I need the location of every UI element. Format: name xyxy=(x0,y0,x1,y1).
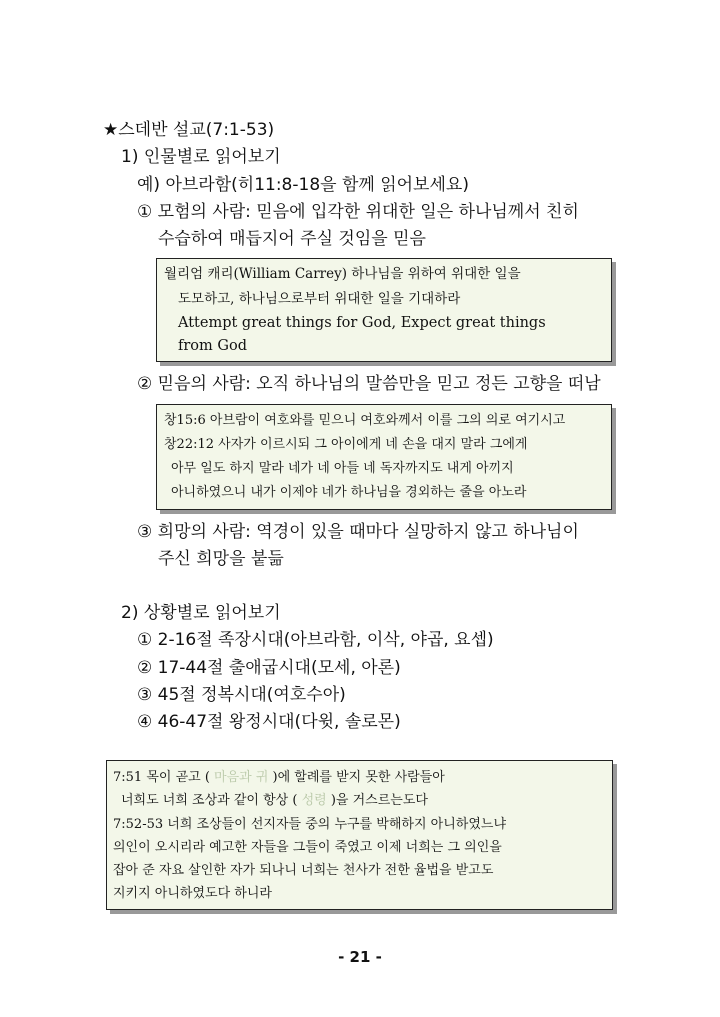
fill-blank-heart-ears: 마음과 귀 xyxy=(214,770,269,785)
box3-line1-end: )에 할례를 받지 못한 사람들아 xyxy=(268,770,445,785)
box2-line2: 창22:12 사자가 이르시되 그 아이에게 네 손을 대지 말라 그에게 xyxy=(164,437,528,452)
box3-line1 xyxy=(113,769,445,787)
box1-line3: Attempt great things for God, Expect great things xyxy=(178,315,546,331)
quote-box-carey xyxy=(156,258,612,362)
box3-line6: 지키지 아니하였도다 하니라 xyxy=(113,886,272,901)
section2-heading: 2) 상황별로 읽어보기 xyxy=(121,603,281,623)
box3-line4: 의인이 오시리라 예고한 자들을 그들이 죽였고 이제 너희는 그 의인을 xyxy=(113,840,502,855)
item1-line1: ① 모험의 사람: 믿음에 입각한 위대한 일은 하나님께서 친히 xyxy=(137,202,579,222)
box3-line2-start: 너희도 너희 조상과 같이 항상 ( xyxy=(121,793,302,808)
section2-item1: ① 2-16절 족장시대(아브라함, 이삭, 야곱, 요셉) xyxy=(137,630,494,650)
section2-item2: ② 17-44절 출애굽시대(모세, 아론) xyxy=(137,658,401,678)
page-title: ★스데반 설교(7:1-53) xyxy=(103,120,275,140)
box3-line3: 7:52-53 너희 조상들이 선지자들 중의 누구를 박해하지 아니하였느냐 xyxy=(113,817,507,832)
box3-line2 xyxy=(121,792,428,810)
box2-line3: 아무 일도 하지 말라 네가 네 아들 네 독자까지도 내게 아끼지 xyxy=(171,461,514,476)
box1-line2: 도모하고, 하나님으로부터 위대한 일을 기대하라 xyxy=(178,291,461,307)
section1-example: 예) 아브라함(히11:8-18을 함께 읽어보세요) xyxy=(137,175,469,195)
box2-line1: 창15:6 아브람이 여호와를 믿으니 여호와께서 이를 그의 의로 여기시고 xyxy=(164,413,566,428)
box3-line5: 잡아 준 자요 살인한 자가 되나니 너희는 천사가 전한 율법을 받고도 xyxy=(113,863,494,878)
box1-line1: 월리엄 캐리(William Carrey) 하나님을 위하여 위대한 일을 xyxy=(164,266,521,282)
section2-item3: ③ 45절 정복시대(여호수아) xyxy=(137,685,346,705)
section1-heading: 1) 인물별로 읽어보기 xyxy=(121,147,281,167)
fill-blank-holy-spirit: 성령 xyxy=(301,793,327,808)
section2-item4: ④ 46-47절 왕정시대(다윗, 솔로몬) xyxy=(137,712,401,732)
scripture-box-genesis xyxy=(156,404,612,510)
box1-line4: from God xyxy=(178,338,247,354)
item3-line1: ③ 희망의 사람: 역경이 있을 때마다 실망하지 않고 하나님이 xyxy=(137,522,579,542)
page-number: - 21 - xyxy=(338,948,382,966)
item2-line1: ② 믿음의 사람: 오직 하나님의 말씀만을 믿고 정든 고향을 떠남 xyxy=(137,374,601,394)
box2-line4: 아니하였으니 내가 이제야 네가 하나님을 경외하는 줄을 아노라 xyxy=(171,485,527,500)
box3-line2-end: )을 거스르는도다 xyxy=(326,793,428,808)
item1-line2: 수습하여 매듭지어 주실 것임을 믿음 xyxy=(158,229,426,249)
scripture-box-acts xyxy=(106,760,613,910)
box3-line1-start: 7:51 목이 곧고 ( xyxy=(113,770,215,785)
item3-line2: 주신 희망을 붙듦 xyxy=(158,549,284,569)
